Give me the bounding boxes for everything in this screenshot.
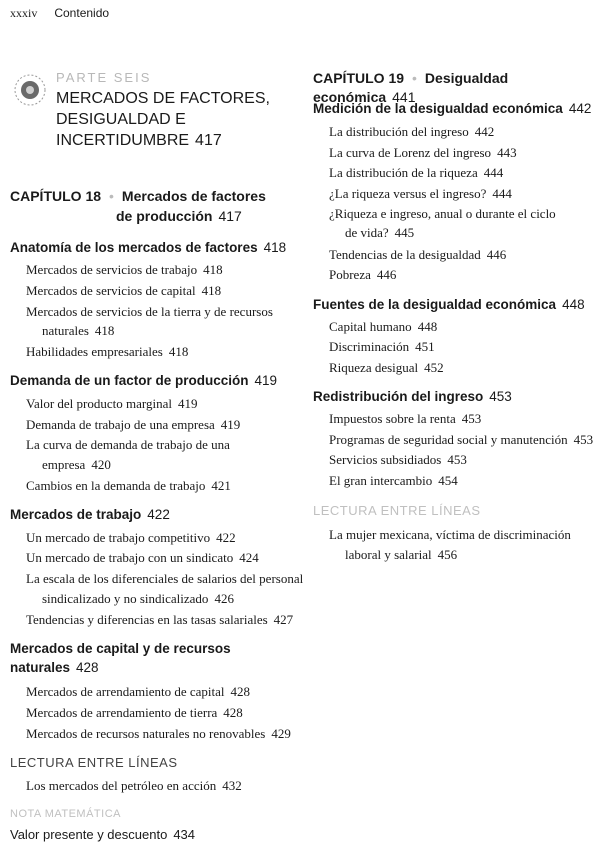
toc-item: Impuestos sobre la renta 453: [329, 411, 482, 426]
toc-item: Tendencias y diferencias en las tasas salariales 427: [26, 612, 294, 627]
section-heading: Redistribución del ingreso 453: [313, 389, 512, 404]
toc-item: Demanda de trabajo de una empresa 419: [26, 417, 241, 432]
toc-item: Mercados de servicios de la tierra y de recursos: [26, 304, 273, 319]
part-label: PARTE SEIS: [56, 70, 152, 85]
toc-item: La distribución del ingreso 442: [329, 124, 495, 139]
part-page: 417: [195, 132, 222, 149]
page-number: xxxiv: [10, 6, 38, 20]
part-title: [56, 88, 301, 151]
toc-item: La escala de los diferenciales de salarios del personal: [26, 571, 304, 586]
chapter-label: CAPÍTULO 19: [313, 70, 405, 86]
toc-item: ¿Riqueza e ingreso, anual o durante el ciclo: [329, 206, 556, 221]
chapter-bullet: •: [412, 70, 417, 86]
toc-item: Pobreza 446: [329, 267, 397, 282]
part-emblem-icon: [12, 72, 48, 108]
toc-item: Mercados de recursos naturales no renovables 429: [26, 726, 291, 741]
chapter-title: de producción: [116, 208, 213, 224]
running-title: Contenido: [54, 6, 110, 20]
part-title-line: MERCADOS DE FACTORES,: [56, 90, 270, 107]
section-heading: Anatomía de los mercados de factores 418: [10, 240, 287, 255]
reading-label: LECTURA ENTRE LÍNEAS: [10, 755, 178, 770]
toc-item: Capital humano 448: [329, 319, 438, 334]
toc-item: Riqueza desigual 452: [329, 360, 444, 375]
reading-label: LECTURA ENTRE LÍNEAS: [313, 503, 481, 518]
toc-item-cont: sindicalizado y no sindicalizado 426: [42, 591, 234, 606]
toc-item: Mercados de arrendamiento de capital 428: [26, 684, 251, 699]
math-note-label: NOTA MATEMÁTICA: [10, 808, 121, 820]
toc-item: Mercados de servicios de trabajo 418: [26, 262, 223, 277]
reading-item: Los mercados del petróleo en acción 432: [26, 778, 242, 793]
chapter-bullet: •: [109, 188, 114, 204]
part-title-line: INCERTIDUMBRE: [56, 132, 190, 149]
toc-item: Un mercado de trabajo con un sindicato 424: [26, 550, 259, 565]
section-heading: Mercados de capital y de recursos: [10, 641, 231, 656]
toc-item: Valor del producto marginal 419: [26, 396, 198, 411]
section-heading: Fuentes de la desigualdad económica 448: [313, 297, 585, 312]
section-heading-cont: naturales 428: [10, 660, 99, 675]
chapter-title: Desigualdad económica: [313, 70, 509, 105]
toc-item: La distribución de la riqueza 444: [329, 165, 504, 180]
running-header: [10, 6, 109, 21]
toc-item: ¿La riqueza versus el ingreso? 444: [329, 186, 512, 201]
toc-item: Servicios subsidiados 453: [329, 452, 467, 467]
toc-item: La curva de Lorenz del ingreso 443: [329, 145, 517, 160]
chapter-page: 441: [392, 89, 416, 105]
toc-item: Mercados de arrendamiento de tierra 428: [26, 705, 243, 720]
toc-item: Tendencias de la desigualdad 446: [329, 247, 507, 262]
math-note-item: Valor presente y descuento 434: [10, 827, 196, 842]
section-heading: Demanda de un factor de producción 419: [10, 373, 278, 388]
toc-item: Un mercado de trabajo competitivo 422: [26, 530, 236, 545]
part-title-line: DESIGUALDAD E: [56, 111, 186, 128]
toc-item-cont: naturales 418: [42, 323, 115, 338]
toc-item: Cambios en la demanda de trabajo 421: [26, 478, 231, 493]
toc-item: La curva de demanda de trabajo de una: [26, 437, 230, 452]
reading-item: La mujer mexicana, víctima de discriminación: [329, 527, 571, 542]
toc-item-cont: empresa 420: [42, 457, 111, 472]
toc-item: Discriminación 451: [329, 339, 435, 354]
reading-item-cont: laboral y salarial 456: [345, 547, 458, 562]
section-heading: Mercados de trabajo 422: [10, 507, 170, 522]
math-note-item-cut: [10, 826, 310, 849]
section-heading: Medición de la desigualdad económica 442: [313, 101, 592, 116]
chapter-18-heading: [10, 187, 266, 206]
chapter-page: 417: [218, 208, 242, 224]
toc-item: Habilidades empresariales 418: [26, 344, 189, 359]
toc-item: Programas de seguridad social y manutención 453: [329, 432, 594, 447]
toc-item: Mercados de servicios de capital 418: [26, 283, 222, 298]
toc-item: El gran intercambio 454: [329, 473, 458, 488]
chapter-18-heading-line2: [116, 207, 242, 226]
toc-item-cont: de vida? 445: [345, 225, 415, 240]
chapter-label: CAPÍTULO 18: [10, 188, 102, 204]
chapter-title: Mercados de factores: [121, 188, 266, 204]
